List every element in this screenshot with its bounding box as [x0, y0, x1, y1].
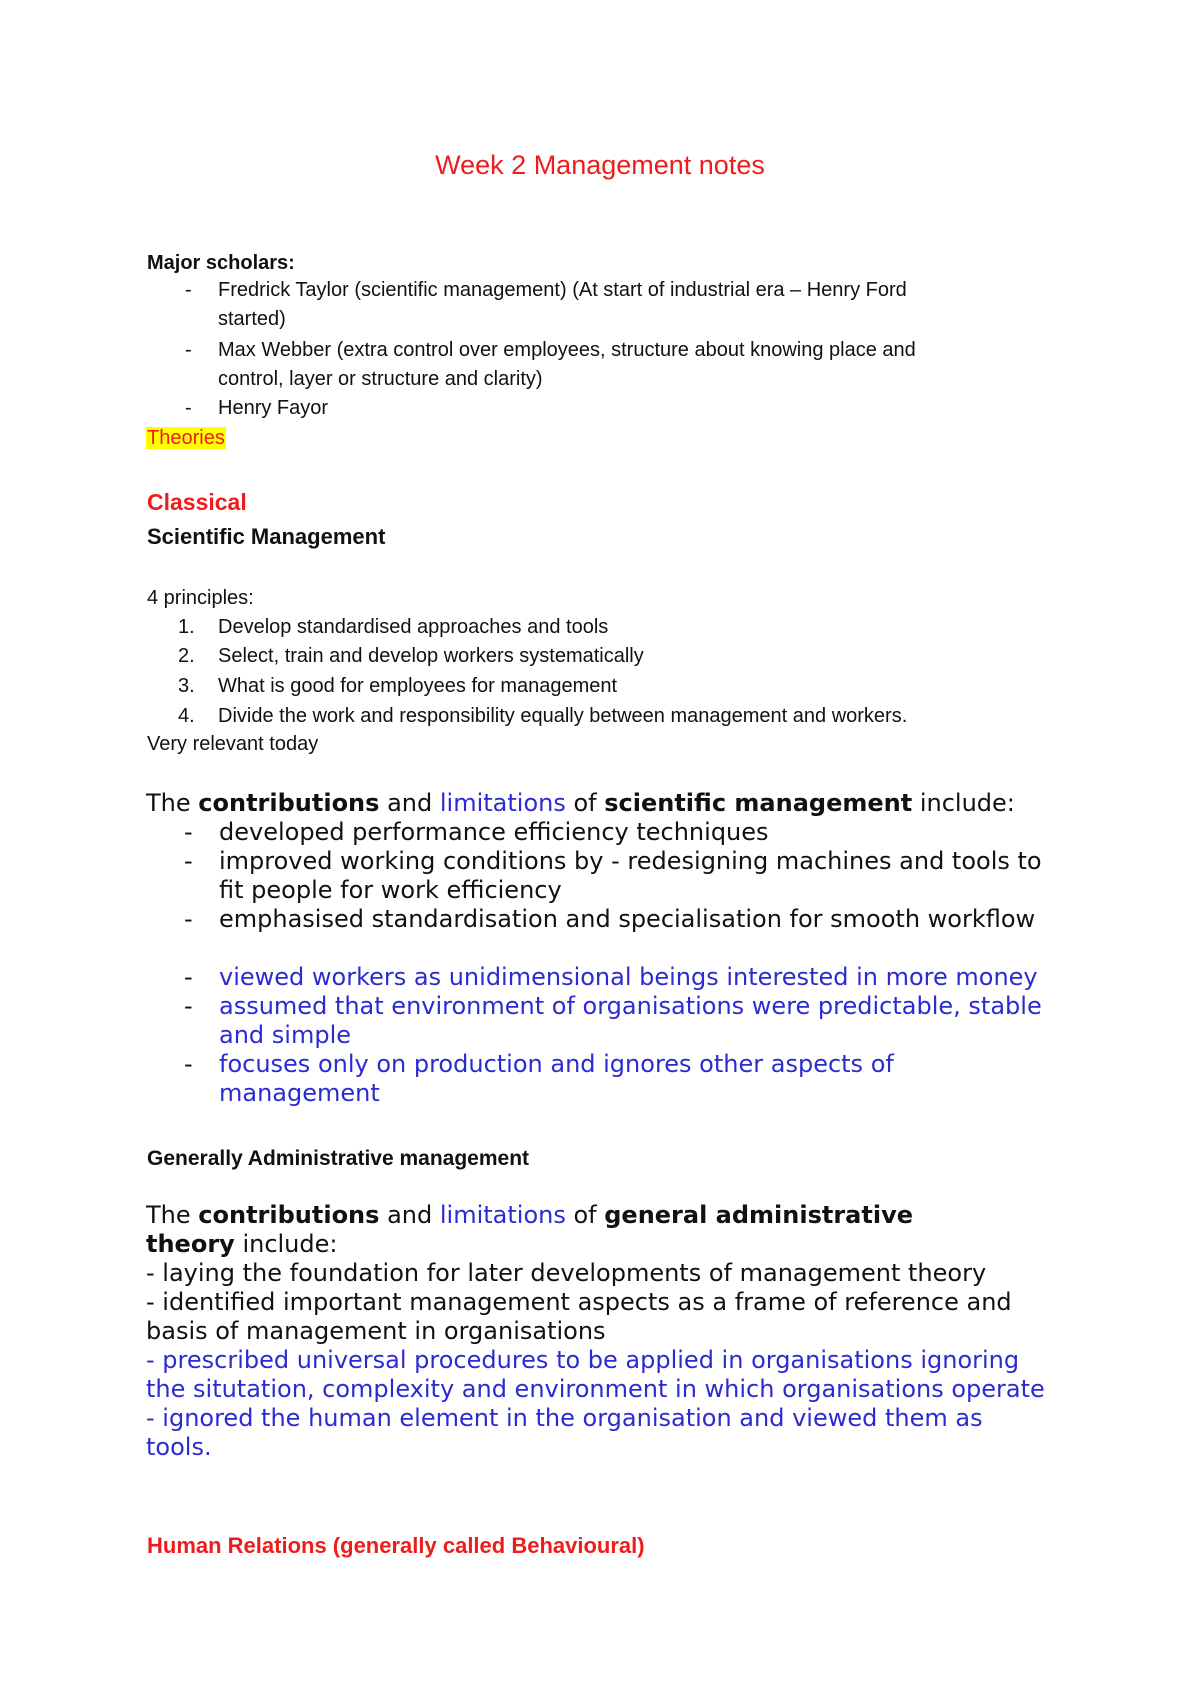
- contribution-line: improved working conditions by - redesigning machines and tools to: [219, 847, 1042, 875]
- limitation-line: focuses only on production and ignores other aspects of: [219, 1050, 894, 1078]
- list-number: 2.: [178, 645, 195, 667]
- list-number: 3.: [178, 675, 195, 697]
- scientific-management-heading: Scientific Management: [147, 524, 386, 549]
- admin-heading: Generally Administrative management: [147, 1147, 530, 1170]
- bullet-dash: -: [184, 847, 193, 875]
- bullet-dash: -: [184, 905, 193, 933]
- list-number: 1.: [178, 616, 195, 638]
- scholar-line: Max Webber (extra control over employees, structure about knowing place and: [218, 339, 916, 361]
- principle-item: Develop standardised approaches and tools: [218, 616, 609, 638]
- bullet-dash: -: [185, 339, 192, 361]
- classical-heading: Classical: [147, 489, 247, 515]
- list-number: 4.: [178, 705, 195, 727]
- theories-label-wrap: [146, 427, 226, 450]
- bullet-dash: -: [184, 818, 193, 846]
- admin-contribution-line: - identified important management aspects as a frame of reference and: [146, 1288, 1012, 1316]
- relevance-note: Very relevant today: [147, 733, 319, 755]
- human-relations-heading: Human Relations (generally called Behavioural): [147, 1533, 645, 1558]
- principle-item: Divide the work and responsibility equally between management and workers.: [218, 705, 908, 727]
- limitation-line: viewed workers as unidimensional beings interested in more money: [219, 963, 1038, 991]
- admin-contribution-line: - laying the foundation for later developments of management theory: [146, 1259, 987, 1287]
- admin-limitation-line: - ignored the human element in the organisation and viewed them as: [146, 1404, 983, 1432]
- theories-label: Theories: [147, 427, 225, 449]
- principle-item: Select, train and develop workers systematically: [218, 645, 644, 667]
- bullet-dash: -: [184, 963, 193, 991]
- bullet-dash: -: [185, 397, 192, 419]
- bullet-dash: -: [184, 992, 193, 1020]
- admin-cl-intro-cont: theory include:: [146, 1230, 338, 1258]
- bullet-dash: -: [185, 279, 192, 301]
- admin-limitation-line: the situtation, complexity and environment in which organisations operate: [146, 1375, 1045, 1403]
- limitation-line: assumed that environment of organisations were predictable, stable: [219, 992, 1042, 1020]
- contribution-line: fit people for work efficiency: [219, 876, 562, 904]
- page-title: Week 2 Management notes: [435, 150, 765, 180]
- principle-item: What is good for employees for management: [218, 675, 618, 697]
- admin-cl-intro: The contributions and limitations of general administrative: [146, 1201, 913, 1229]
- scholar-line: started): [218, 308, 286, 330]
- scientific-cl-intro: The contributions and limitations of scientific management include:: [146, 789, 1015, 817]
- scholar-line: Henry Fayor: [218, 397, 329, 419]
- contribution-line: developed performance efficiency techniques: [219, 818, 769, 846]
- scholars-heading: Major scholars:: [147, 252, 295, 274]
- limitation-line: management: [219, 1079, 380, 1107]
- limitation-line: and simple: [219, 1021, 351, 1049]
- principles-intro: 4 principles:: [147, 587, 254, 609]
- admin-contribution-line: basis of management in organisations: [146, 1317, 606, 1345]
- scholar-line: Fredrick Taylor (scientific management) (At start of industrial era – Henry Ford: [218, 279, 907, 301]
- bullet-dash: -: [184, 1050, 193, 1078]
- contribution-line: emphasised standardisation and specialisation for smooth workflow: [219, 905, 1036, 933]
- admin-limitation-line: tools.: [146, 1433, 212, 1461]
- admin-limitation-line: - prescribed universal procedures to be applied in organisations ignoring: [146, 1346, 1020, 1374]
- scholar-line: control, layer or structure and clarity): [218, 368, 543, 390]
